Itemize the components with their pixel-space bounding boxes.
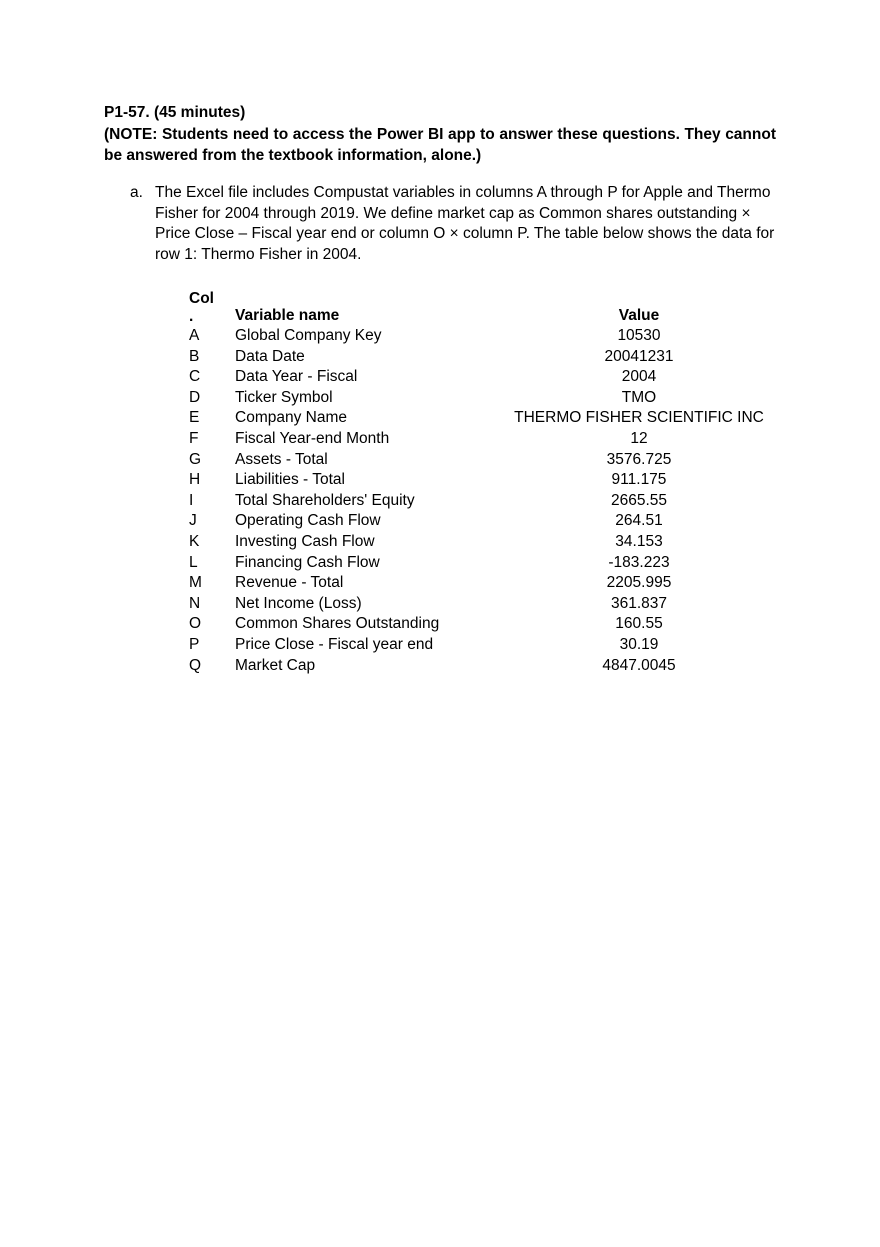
table-row: [189, 553, 789, 574]
table-row: [189, 470, 789, 491]
table-row: [189, 594, 789, 615]
row-col: D: [189, 388, 201, 406]
row-col: H: [189, 471, 201, 489]
row-col: N: [189, 594, 201, 612]
item-a-marker: a.: [130, 184, 143, 201]
row-col: O: [189, 615, 202, 633]
row-variable: Revenue - Total: [235, 574, 344, 592]
row-variable: Assets - Total: [235, 450, 328, 468]
row-col: I: [189, 491, 194, 509]
row-col: A: [189, 327, 200, 344]
variables-table: [189, 290, 789, 676]
row-col: L: [189, 553, 198, 571]
row-value: 20041231: [604, 347, 674, 365]
header-col-dot: .: [189, 308, 194, 325]
row-value: TMO: [621, 388, 657, 406]
row-variable: Market Cap: [235, 656, 316, 674]
item-a-text: The Excel file includes Compustat variables in columns A through P for Apple and Thermo Fisher for 2004 through 2019. We define market cap as Common shares outstanding × Price Close – Fiscal year end or column O × column P. The table below shows the data for row 1: Thermo Fisher in 2004.: [155, 184, 775, 263]
row-col: E: [189, 409, 200, 427]
table-row: [189, 450, 789, 471]
table-row: [189, 367, 789, 388]
row-col: P: [189, 635, 200, 653]
header-variable-name: Variable name: [235, 307, 340, 324]
table-row: [189, 656, 789, 677]
row-variable: Operating Cash Flow: [235, 512, 381, 530]
row-value: 2665.55: [610, 491, 668, 509]
table-row: [189, 408, 789, 429]
problem-heading: P1-57. (45 minutes): [104, 104, 246, 121]
row-variable: Common Shares Outstanding: [235, 615, 440, 633]
row-value: 2205.995: [606, 574, 672, 592]
row-value: 30.19: [619, 635, 659, 653]
row-value: 911.175: [611, 471, 667, 489]
row-variable: Total Shareholders' Equity: [235, 491, 415, 509]
row-value: -183.223: [608, 553, 670, 571]
header-value: Value: [618, 307, 660, 324]
row-value: 3576.725: [606, 450, 672, 468]
row-variable: Company Name: [235, 409, 347, 427]
table-row: [189, 614, 789, 635]
table-row: [189, 635, 789, 656]
row-value: 2004: [621, 368, 657, 386]
row-variable: Price Close - Fiscal year end: [235, 635, 434, 653]
row-variable: Financing Cash Flow: [235, 553, 380, 571]
table-header: [189, 290, 789, 326]
row-value: 264.51: [615, 512, 663, 530]
row-value: 361.837: [610, 594, 668, 612]
table-row: [189, 326, 789, 347]
table-row: [189, 388, 789, 409]
header-col: Col: [189, 290, 214, 307]
row-col: J: [189, 512, 197, 530]
table-row: [189, 511, 789, 532]
table-row: [189, 347, 789, 368]
row-value: 4847.0045: [602, 656, 676, 674]
row-value: 10530: [617, 327, 661, 344]
row-value: 12: [630, 429, 648, 447]
row-variable: Global Company Key: [235, 327, 382, 344]
table-row: [189, 491, 789, 512]
row-col: B: [189, 347, 200, 365]
row-col: Q: [189, 656, 202, 674]
row-variable: Investing Cash Flow: [235, 532, 375, 550]
row-variable: Ticker Symbol: [235, 388, 333, 406]
row-col: M: [189, 574, 202, 592]
row-variable: Net Income (Loss): [235, 594, 362, 612]
problem-note: (NOTE: Students need to access the Power BI app to answer these questions. They cannot be answered from the textbook information, alone.): [104, 126, 776, 164]
row-value: 34.153: [615, 532, 663, 550]
table-row: [189, 429, 789, 450]
row-col: K: [189, 532, 200, 550]
table-row: [189, 573, 789, 594]
row-col: G: [189, 450, 202, 468]
table-row: [189, 532, 789, 553]
row-variable: Liabilities - Total: [235, 471, 345, 489]
row-variable: Data Year - Fiscal: [235, 368, 358, 386]
row-value: THERMO FISHER SCIENTIFIC INC: [514, 409, 764, 427]
row-col: F: [189, 429, 199, 447]
row-variable: Data Date: [235, 347, 305, 365]
row-col: C: [189, 368, 201, 386]
row-variable: Fiscal Year-end Month: [235, 429, 390, 447]
row-value: 160.55: [615, 615, 663, 633]
